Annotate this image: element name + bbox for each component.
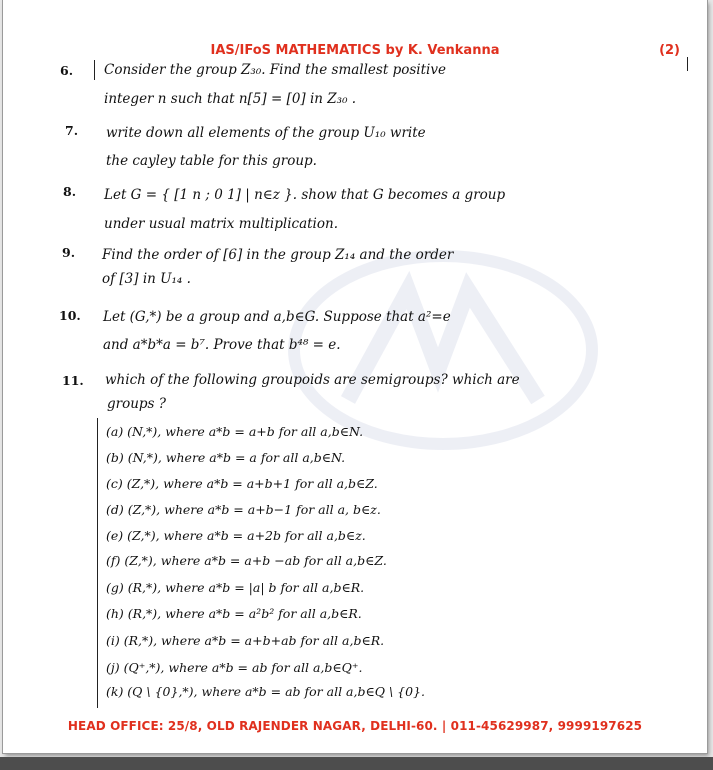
question-line: of [3] in U₁₄ .: [102, 271, 191, 287]
question-line: which of the following groupoids are semigroups? which are: [105, 372, 520, 388]
page-header-title: IAS/IFoS MATHEMATICS by K. Venkanna: [210, 43, 500, 58]
question-number: 10.: [59, 308, 81, 323]
viewer-bottom-bar: [0, 757, 713, 770]
question-number: 7.: [65, 123, 79, 138]
question-part: (k) (Q \ {0},*), where a*b = ab for all a,b∈Q \ {0}.: [106, 684, 425, 699]
question-line: and a*b*a = b⁷. Prove that b⁴⁸ = e.: [103, 337, 341, 353]
question-line: Find the order of [6] in the group Z₁₄ and the order: [102, 247, 454, 263]
question-part: (a) (N,*), where a*b = a+b for all a,b∈N.: [106, 424, 364, 439]
question-line: under usual matrix multiplication.: [104, 216, 338, 232]
question-part: (i) (R,*), where a*b = a+b+ab for all a,b∈R.: [106, 633, 385, 648]
question-part: (g) (R,*), where a*b = |a| b for all a,b∈R.: [106, 580, 365, 595]
question-part: (j) (Q⁺,*), where a*b = ab for all a,b∈Q⁺.: [106, 660, 363, 675]
question-number: 8.: [63, 184, 77, 199]
question-part: (h) (R,*), where a*b = a²b² for all a,b∈R.: [106, 606, 362, 621]
question-line: integer n such that n[5] = [0] in Z₃₀ .: [104, 91, 357, 107]
question-line: write down all elements of the group U₁₀ write: [106, 125, 426, 141]
question-part: (d) (Z,*), where a*b = a+b−1 for all a, b∈z.: [106, 502, 381, 517]
question-part: (c) (Z,*), where a*b = a+b+1 for all a,b∈Z.: [106, 476, 378, 491]
question-part: (f) (Z,*), where a*b = a+b −ab for all a,b∈Z.: [106, 553, 387, 568]
question-number: 9.: [62, 245, 76, 260]
question-number: 11.: [62, 373, 84, 388]
page-footer: HEAD OFFICE: 25/8, OLD RAJENDER NAGAR, DELHI-60. | 011-45629987, 9999197625: [67, 719, 643, 733]
question-number: 6.: [60, 63, 74, 78]
question-part: (b) (N,*), where a*b = a for all a,b∈N.: [106, 450, 346, 465]
question-line: Let (G,*) be a group and a,b∈G. Suppose that a²=e: [103, 309, 451, 325]
question-part: (e) (Z,*), where a*b = a+2b for all a,b∈z.: [106, 528, 366, 543]
margin-line: [94, 60, 95, 80]
margin-line: [97, 418, 98, 708]
question-line: Consider the group Z₃₀. Find the smallest positive: [104, 62, 446, 78]
margin-line: [687, 57, 688, 71]
question-line: Let G = { [1 n ; 0 1] | n∈z }. show that G becomes a group: [104, 187, 506, 203]
page-number: (2): [659, 43, 680, 58]
question-line: groups ?: [107, 396, 167, 412]
document-page: [3, 0, 707, 753]
question-line: the cayley table for this group.: [106, 153, 317, 169]
